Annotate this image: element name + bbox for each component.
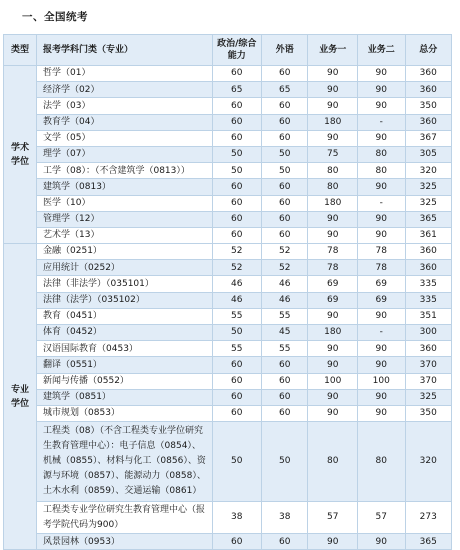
header-type: 类型: [4, 35, 37, 66]
major-cell: 理学（07）: [37, 146, 212, 162]
foreign-cell: 60: [262, 227, 308, 243]
biz1-cell: 90: [308, 357, 358, 373]
total-cell: 360: [405, 341, 452, 357]
table-row: [4, 179, 452, 195]
politics-cell: 60: [212, 357, 262, 373]
total-cell: 335: [405, 292, 452, 308]
section-title: 一、全国统考: [22, 11, 88, 23]
biz2-cell: 80: [358, 163, 405, 179]
major-cell: 艺术学（13）: [37, 227, 212, 243]
foreign-cell: 50: [262, 146, 308, 162]
politics-cell: 38: [212, 502, 262, 534]
total-cell: 300: [405, 325, 452, 341]
biz2-cell: 80: [358, 422, 405, 502]
biz2-cell: 90: [358, 211, 405, 227]
major-cell: 翻译（0551）: [37, 357, 212, 373]
biz1-cell: 180: [308, 114, 358, 130]
header-total: 总分: [405, 35, 452, 66]
politics-cell: 60: [212, 195, 262, 211]
total-cell: 325: [405, 179, 452, 195]
major-cell: 文学（05）: [37, 130, 212, 146]
biz1-cell: 180: [308, 195, 358, 211]
foreign-cell: 60: [262, 534, 308, 550]
politics-cell: 50: [212, 422, 262, 502]
politics-cell: 60: [212, 114, 262, 130]
score-line-table: [3, 34, 452, 550]
header-business-one: 业务一: [308, 35, 358, 66]
biz2-cell: 69: [358, 276, 405, 292]
table-row: [4, 244, 452, 260]
biz1-cell: 90: [308, 98, 358, 114]
table-row: [4, 146, 452, 162]
biz1-cell: 57: [308, 502, 358, 534]
table-row: [4, 82, 452, 98]
politics-cell: 52: [212, 244, 262, 260]
foreign-cell: 65: [262, 82, 308, 98]
major-cell: 风景园林（0953）: [37, 534, 212, 550]
biz2-cell: -: [358, 325, 405, 341]
total-cell: 360: [405, 66, 452, 82]
biz2-cell: 90: [358, 66, 405, 82]
biz2-cell: -: [358, 195, 405, 211]
politics-cell: 65: [212, 82, 262, 98]
politics-cell: 60: [212, 373, 262, 389]
major-cell: 建筑学（0851）: [37, 389, 212, 405]
politics-cell: 60: [212, 66, 262, 82]
table-row: [4, 260, 452, 276]
header-foreign-language: 外语: [262, 35, 308, 66]
politics-cell: 50: [212, 163, 262, 179]
total-cell: 325: [405, 389, 452, 405]
total-cell: 360: [405, 260, 452, 276]
header-major: 报考学科门类（专业）: [37, 35, 212, 66]
total-cell: 351: [405, 308, 452, 324]
foreign-cell: 55: [262, 308, 308, 324]
biz1-cell: 80: [308, 422, 358, 502]
major-cell: 应用统计（0252）: [37, 260, 212, 276]
table-row: [4, 308, 452, 324]
biz2-cell: 78: [358, 260, 405, 276]
table-row: [4, 292, 452, 308]
table-row: [4, 211, 452, 227]
biz2-cell: 90: [358, 179, 405, 195]
foreign-cell: 60: [262, 405, 308, 421]
major-cell: 教育学（04）: [37, 114, 212, 130]
biz1-cell: 90: [308, 130, 358, 146]
table-row: [4, 195, 452, 211]
biz2-cell: -: [358, 114, 405, 130]
table-row: [4, 373, 452, 389]
politics-cell: 60: [212, 405, 262, 421]
biz2-cell: 78: [358, 244, 405, 260]
biz1-cell: 69: [308, 276, 358, 292]
biz1-cell: 69: [308, 292, 358, 308]
major-cell: 医学（10）: [37, 195, 212, 211]
total-cell: 335: [405, 276, 452, 292]
foreign-cell: 60: [262, 211, 308, 227]
politics-cell: 60: [212, 534, 262, 550]
total-cell: 320: [405, 163, 452, 179]
politics-cell: 60: [212, 179, 262, 195]
table-row: [4, 130, 452, 146]
major-cell: 金融（0251）: [37, 244, 212, 260]
foreign-cell: 50: [262, 422, 308, 502]
biz2-cell: 90: [358, 405, 405, 421]
politics-cell: 60: [212, 211, 262, 227]
foreign-cell: 46: [262, 292, 308, 308]
table-row: [4, 276, 452, 292]
major-cell: 法律（法学）（035102）: [37, 292, 212, 308]
foreign-cell: 60: [262, 195, 308, 211]
foreign-cell: 60: [262, 130, 308, 146]
biz1-cell: 78: [308, 244, 358, 260]
politics-cell: 52: [212, 260, 262, 276]
politics-cell: 50: [212, 325, 262, 341]
foreign-cell: 55: [262, 341, 308, 357]
biz2-cell: 90: [358, 308, 405, 324]
politics-cell: 46: [212, 276, 262, 292]
biz1-cell: 90: [308, 66, 358, 82]
table-row: [4, 325, 452, 341]
foreign-cell: 60: [262, 66, 308, 82]
total-cell: 365: [405, 534, 452, 550]
table-row: [4, 227, 452, 243]
total-cell: 350: [405, 98, 452, 114]
major-cell: 教育（0451）: [37, 308, 212, 324]
foreign-cell: 60: [262, 389, 308, 405]
foreign-cell: 52: [262, 260, 308, 276]
biz2-cell: 90: [358, 98, 405, 114]
table-row: [4, 405, 452, 421]
foreign-cell: 60: [262, 98, 308, 114]
foreign-cell: 52: [262, 244, 308, 260]
foreign-cell: 45: [262, 325, 308, 341]
biz1-cell: 90: [308, 308, 358, 324]
major-cell: 经济学（02）: [37, 82, 212, 98]
foreign-cell: 46: [262, 276, 308, 292]
foreign-cell: 50: [262, 163, 308, 179]
major-cell: 新闻与传播（0552）: [37, 373, 212, 389]
politics-cell: 55: [212, 341, 262, 357]
biz2-cell: 90: [358, 130, 405, 146]
biz1-cell: 80: [308, 179, 358, 195]
biz1-cell: 78: [308, 260, 358, 276]
biz2-cell: 90: [358, 82, 405, 98]
biz1-cell: 75: [308, 146, 358, 162]
major-cell: 工学（08）：（不含建筑学（0813））: [37, 163, 212, 179]
biz1-cell: 90: [308, 211, 358, 227]
table-row: [4, 357, 452, 373]
foreign-cell: 60: [262, 373, 308, 389]
major-cell: 法学（03）: [37, 98, 212, 114]
biz1-cell: 90: [308, 227, 358, 243]
biz2-cell: 90: [358, 534, 405, 550]
biz2-cell: 57: [358, 502, 405, 534]
politics-cell: 46: [212, 292, 262, 308]
major-cell: 工程类专业学位研究生教育管理中心（报考学院代码为900）: [37, 502, 212, 534]
table-row: [4, 114, 452, 130]
table-header-row: [4, 35, 452, 66]
table-row: [4, 98, 452, 114]
politics-cell: 60: [212, 389, 262, 405]
major-cell: 城市规划（0853）: [37, 405, 212, 421]
biz2-cell: 90: [358, 389, 405, 405]
header-politics: 政治/综合能力: [212, 35, 262, 66]
table-row: [4, 163, 452, 179]
biz2-cell: 90: [358, 227, 405, 243]
biz1-cell: 90: [308, 341, 358, 357]
table-row: [4, 341, 452, 357]
major-cell: 管理学（12）: [37, 211, 212, 227]
politics-cell: 60: [212, 98, 262, 114]
total-cell: 361: [405, 227, 452, 243]
biz1-cell: 90: [308, 389, 358, 405]
politics-cell: 55: [212, 308, 262, 324]
total-cell: 360: [405, 82, 452, 98]
biz1-cell: 180: [308, 325, 358, 341]
total-cell: 320: [405, 422, 452, 502]
major-cell: 汉语国际教育（0453）: [37, 341, 212, 357]
biz2-cell: 69: [358, 292, 405, 308]
biz1-cell: 90: [308, 82, 358, 98]
total-cell: 360: [405, 114, 452, 130]
major-cell: 法律（非法学）（035101）: [37, 276, 212, 292]
category-academic: 学术学位: [4, 66, 37, 244]
table-row: [4, 502, 452, 534]
total-cell: 367: [405, 130, 452, 146]
table-row: [4, 389, 452, 405]
total-cell: 350: [405, 405, 452, 421]
biz1-cell: 90: [308, 405, 358, 421]
table-row: [4, 534, 452, 550]
biz1-cell: 80: [308, 163, 358, 179]
total-cell: 305: [405, 146, 452, 162]
politics-cell: 60: [212, 130, 262, 146]
biz1-cell: 90: [308, 534, 358, 550]
major-cell: 体育（0452）: [37, 325, 212, 341]
header-business-two: 业务二: [358, 35, 405, 66]
total-cell: 360: [405, 244, 452, 260]
category-professional: 专业学位: [4, 244, 37, 550]
table-row: [4, 66, 452, 82]
foreign-cell: 38: [262, 502, 308, 534]
total-cell: 370: [405, 357, 452, 373]
biz2-cell: 100: [358, 373, 405, 389]
foreign-cell: 60: [262, 114, 308, 130]
foreign-cell: 60: [262, 179, 308, 195]
total-cell: 273: [405, 502, 452, 534]
total-cell: 325: [405, 195, 452, 211]
total-cell: 370: [405, 373, 452, 389]
total-cell: 365: [405, 211, 452, 227]
biz2-cell: 90: [358, 341, 405, 357]
politics-cell: 60: [212, 227, 262, 243]
politics-cell: 50: [212, 146, 262, 162]
major-cell: 建筑学（0813）: [37, 179, 212, 195]
biz1-cell: 100: [308, 373, 358, 389]
table-row: [4, 422, 452, 502]
major-cell: 工程类（08）（不含工程类专业学位研究生教育管理中心）：电子信息（0854）、机械（0855）、材料与化工（0856）、资源与环境（0857）、能源动力（0858）、土木水利（0859）、交通运输（0861）: [37, 422, 212, 502]
major-cell: 哲学（01）: [37, 66, 212, 82]
foreign-cell: 60: [262, 357, 308, 373]
biz2-cell: 90: [358, 357, 405, 373]
biz2-cell: 80: [358, 146, 405, 162]
